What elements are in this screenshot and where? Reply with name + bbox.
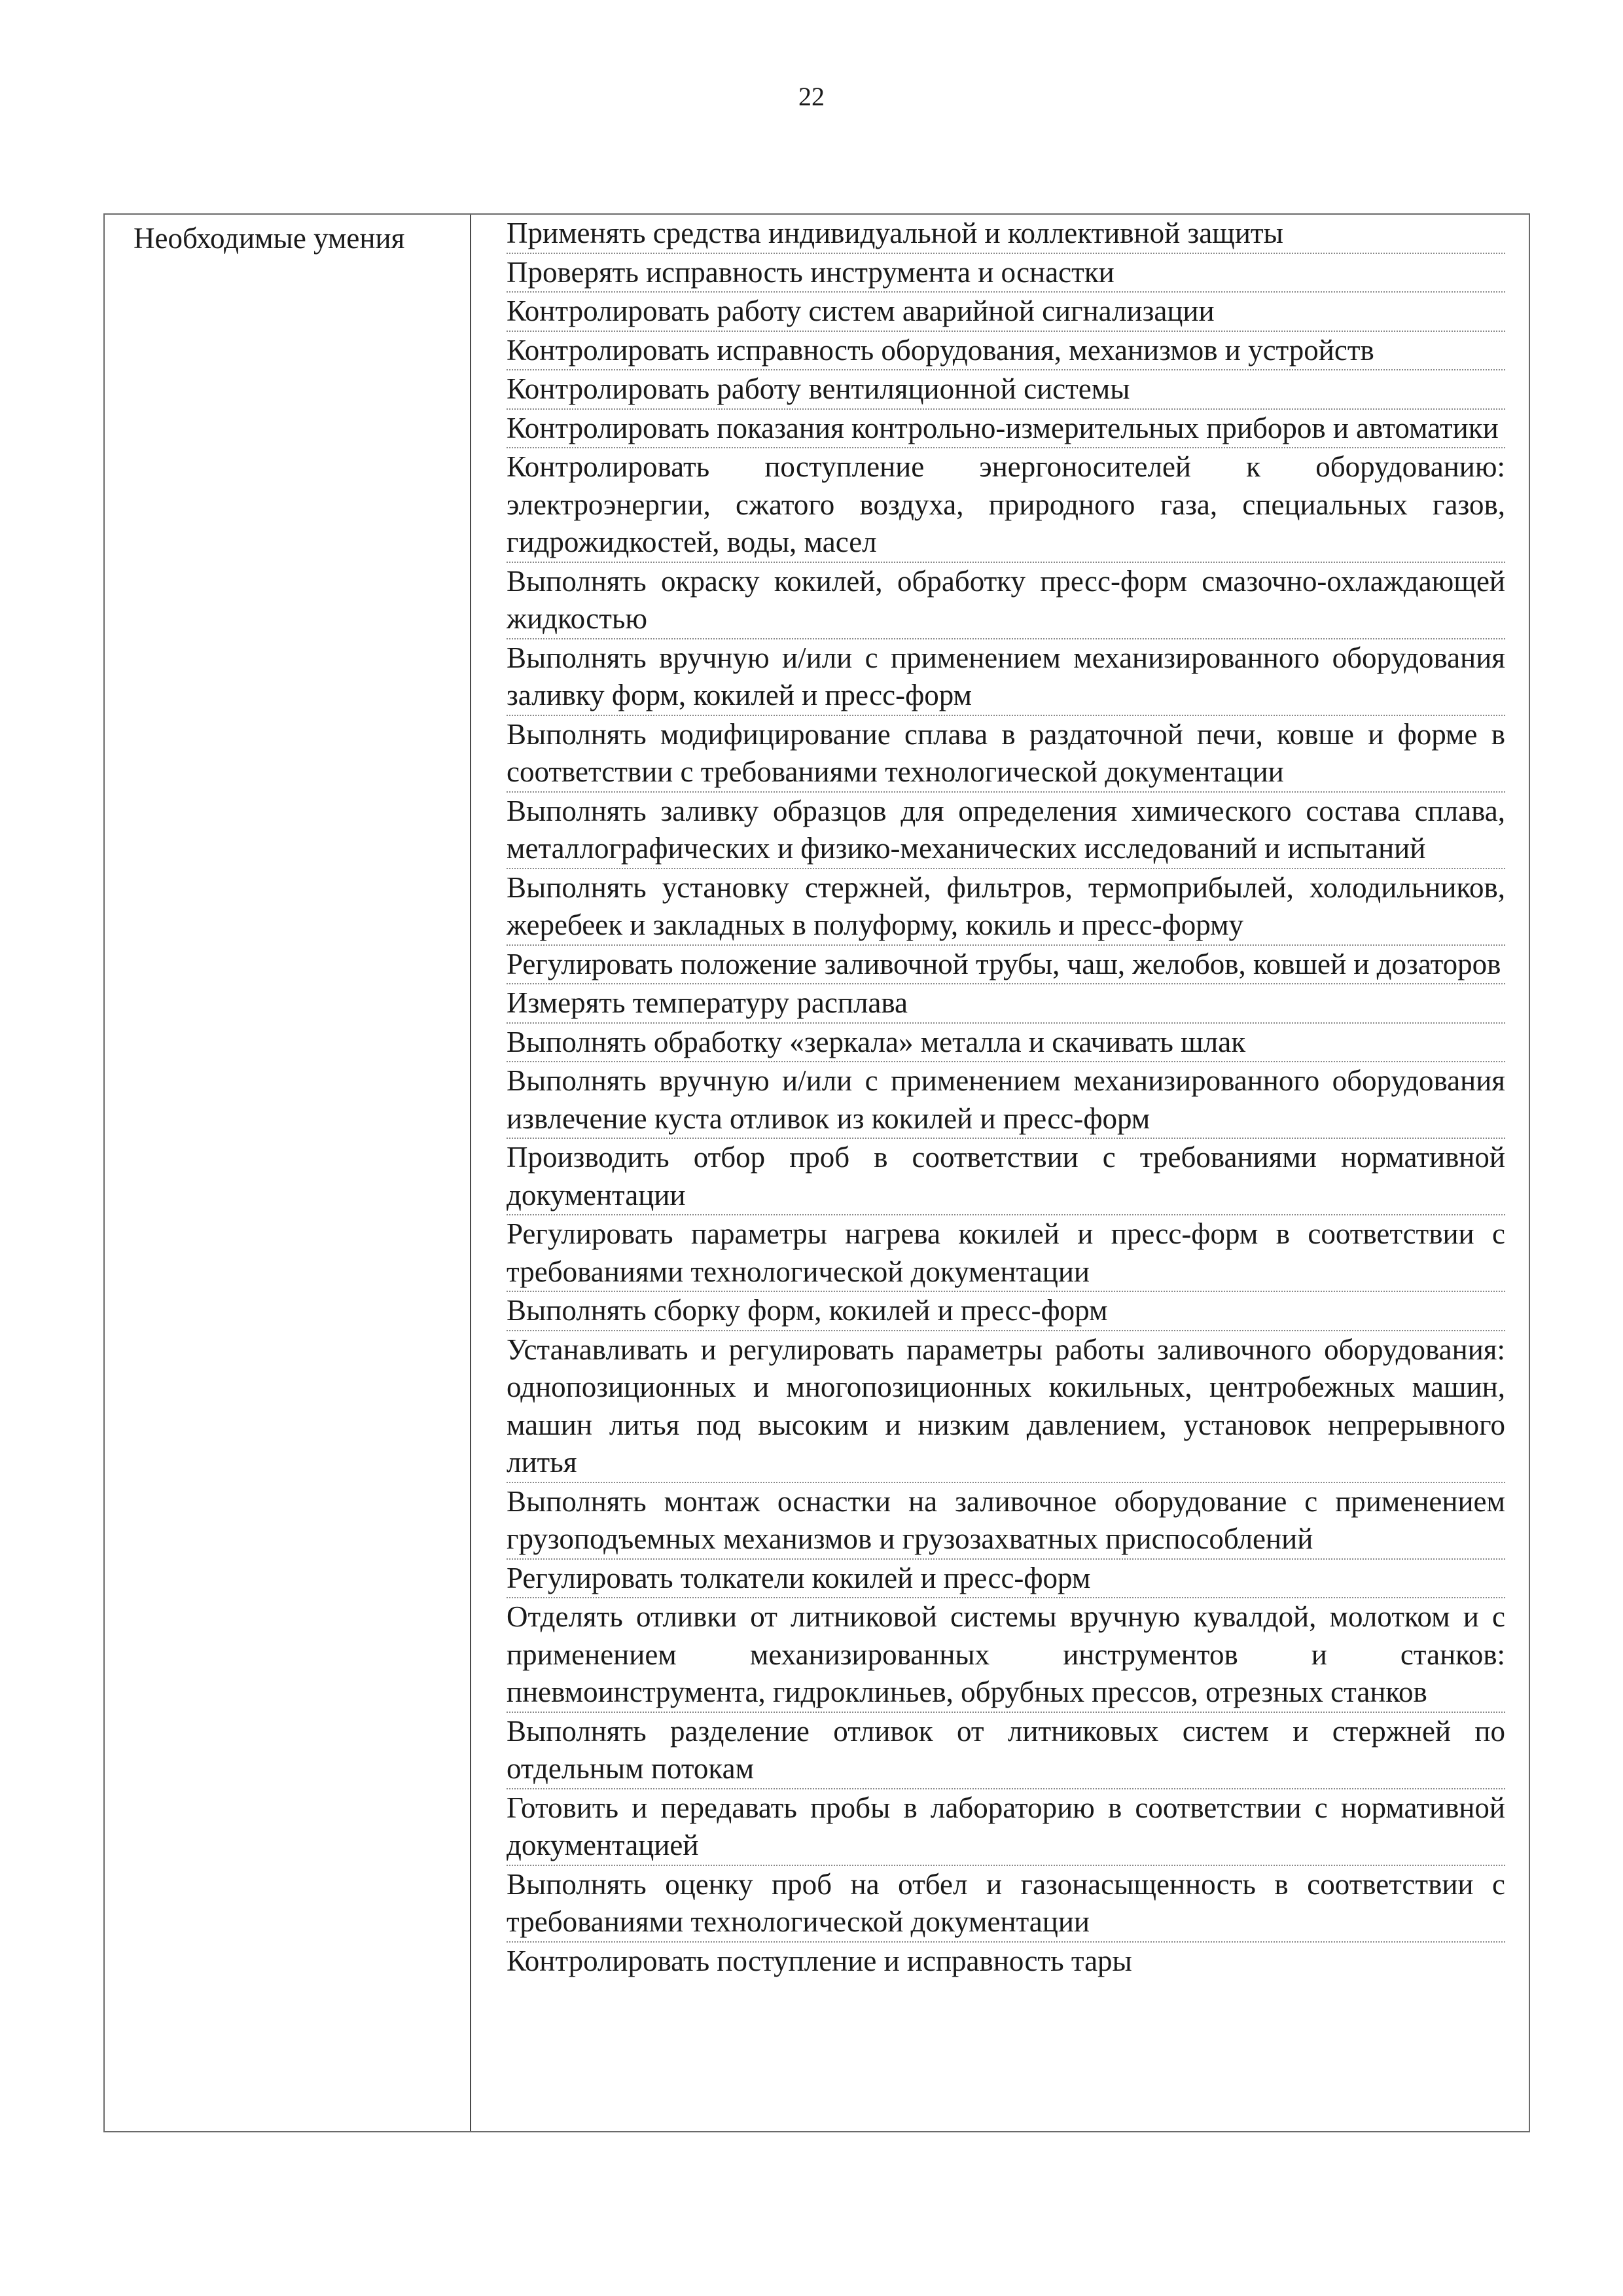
skill-item: Выполнять установку стержней, фильтров, термоприбылей, холодильников, жеребеек и закладных в полуформу, кокиль и пресс-форму <box>507 869 1505 946</box>
skill-item: Регулировать положение заливочной трубы, чаш, желобов, ковшей и дозаторов <box>507 946 1505 985</box>
skill-item: Выполнять обработку «зеркала» металла и скачивать шлак <box>507 1024 1505 1063</box>
skill-item: Контролировать исправность оборудования, механизмов и устройств <box>507 332 1505 371</box>
skill-item: Контролировать показания контрольно-измерительных приборов и автоматики <box>507 410 1505 449</box>
skill-item: Выполнять разделение отливок от литниковых систем и стержней по отдельным потокам <box>507 1713 1505 1789</box>
skill-item: Контролировать поступление энергоносителей к оборудованию: электроэнергии, сжатого воздуха, природного газа, специальных газов, гидрожидкостей, воды, масел <box>507 448 1505 563</box>
skill-item: Отделять отливки от литниковой системы вручную кувалдой, молотком и с применением механизированных инструментов и станков: пневмоинструмента, гидроклиньев, обрубных прессов, отрезных станков <box>507 1598 1505 1713</box>
skill-item: Контролировать работу вентиляционной системы <box>507 370 1505 410</box>
skill-item: Выполнять монтаж оснастки на заливочное оборудование с применением грузоподъемных механизмов и грузозахватных приспособлений <box>507 1483 1505 1560</box>
skill-item: Проверять исправность инструмента и оснастки <box>507 254 1505 293</box>
skills-label-cell: Необходимые умения <box>105 215 471 2131</box>
skill-item: Контролировать поступление и исправность тары <box>507 1944 1132 1977</box>
skill-item: Регулировать параметры нагрева кокилей и пресс-форм в соответствии с требованиями технологической документации <box>507 1215 1505 1292</box>
page-number: 22 <box>798 82 825 111</box>
skills-table <box>103 213 1530 2132</box>
skill-item: Измерять температуру расплава <box>507 984 1505 1024</box>
skill-item: Выполнять окраску кокилей, обработку пресс-форм смазочно-охлаждающей жидкостью <box>507 563 1505 639</box>
skills-list <box>473 215 1529 2131</box>
skill-item: Выполнять модифицирование сплава в раздаточной печи, ковше и форме в соответствии с требованиями технологической документации <box>507 716 1505 793</box>
skill-item: Устанавливать и регулировать параметры работы заливочного оборудования: однопозиционных и многопозиционных кокильных, центробежных машин, машин литья под высоким и низким давлением, установок непрерывного литья <box>507 1331 1505 1483</box>
skill-item: Выполнять вручную и/или с применением механизированного оборудования извлечение куста отливок из кокилей и пресс-форм <box>507 1062 1505 1139</box>
skill-item: Выполнять заливку образцов для определения химического состава сплава, металлографических и физико-механических исследований и испытаний <box>507 793 1505 869</box>
skill-item: Контролировать работу систем аварийной сигнализации <box>507 293 1505 332</box>
skill-item: Регулировать толкатели кокилей и пресс-форм <box>507 1560 1505 1599</box>
skill-item: Выполнять вручную и/или с применением механизированного оборудования заливку форм, кокилей и пресс-форм <box>507 639 1505 716</box>
skill-item: Применять средства индивидуальной и коллективной защиты <box>507 215 1505 254</box>
skill-item: Выполнять сборку форм, кокилей и пресс-форм <box>507 1292 1505 1331</box>
skill-item: Готовить и передавать пробы в лабораторию в соответствии с нормативной документацией <box>507 1789 1505 1866</box>
skill-item: Производить отбор проб в соответствии с требованиями нормативной документации <box>507 1139 1505 1215</box>
skill-item: Выполнять оценку проб на отбел и газонасыщенность в соответствии с требованиями технологической документации <box>507 1866 1505 1943</box>
